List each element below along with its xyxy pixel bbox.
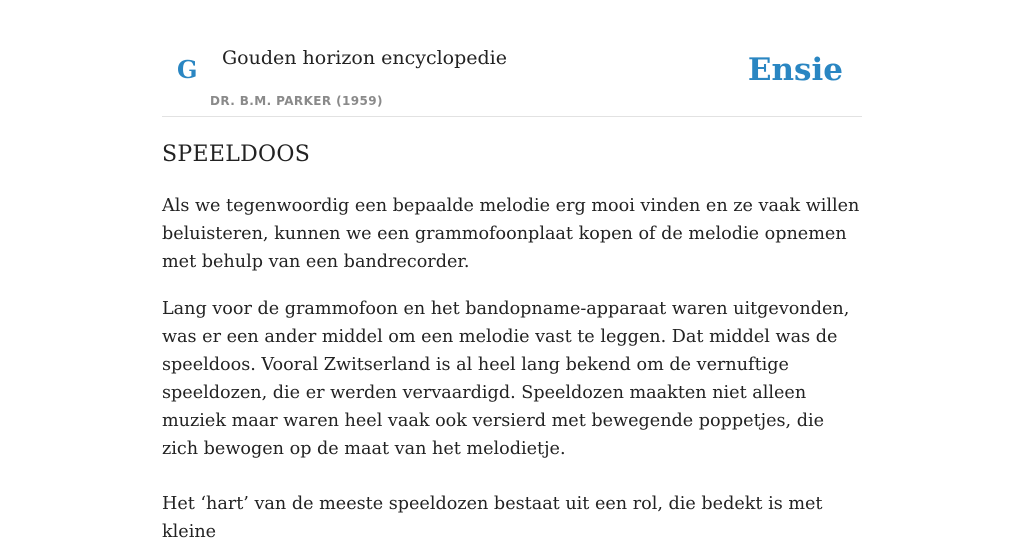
book-logo-icon[interactable]: G	[177, 55, 198, 84]
article	[162, 140, 862, 542]
brand-logo[interactable]: Ensie	[747, 52, 843, 88]
article-paragraph: Als we tegenwoordig een bepaalde melodie erg mooi vinden en ze vaak willen beluisteren, kunnen we een grammofoonplaat kopen of de melodie opnemen met behulp van een bandrecorder.	[162, 196, 860, 272]
article-paragraph: Lang voor de grammofoon en het bandopname-apparaat waren uitgevonden, was er een ander middel om een melodie vast te leggen. Dat middel was de speeldoos. Vooral Zwitserland is al heel lang bekend om de vernuftige speeldozen, die er werden vervaardigd. Speeldozen maakten niet alleen muziek maar waren heel vaak ook versierd met bewegende poppetjes, die zich bewogen op de maat van het melodietje.	[162, 299, 850, 459]
article-title: SPEELDOOS	[162, 142, 311, 167]
header	[162, 0, 862, 117]
book-title[interactable]: Gouden horizon encyclopedie	[222, 47, 507, 69]
article-paragraph: Het ‘hart’ van de meeste speeldozen bestaat uit een rol, die bedekt is met kleine	[162, 494, 823, 542]
book-author: DR. B.M. PARKER (1959)	[210, 94, 383, 108]
